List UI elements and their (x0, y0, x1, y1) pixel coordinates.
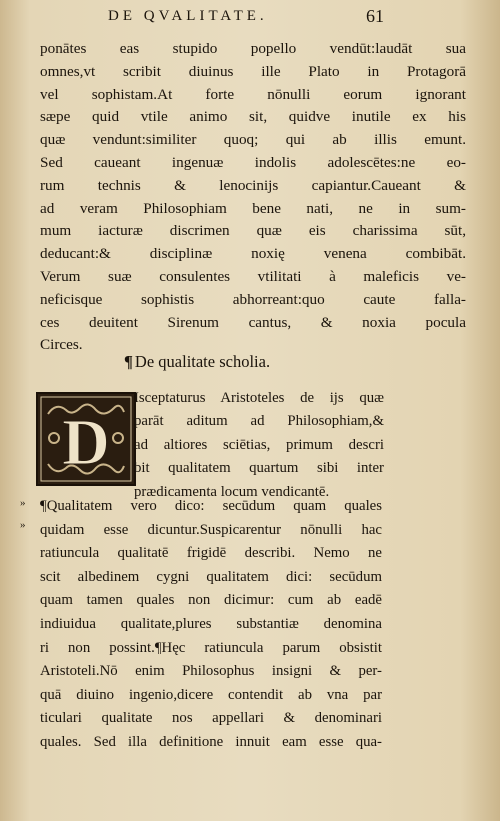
running-head: DE QVALITATE. (108, 8, 268, 24)
text-line: scit albedinem cygni qualitatem dici: secūdum (40, 568, 382, 585)
margin-quote-mark: » (20, 497, 26, 509)
text-line: Verum suæ consulentes vtilitati à maleficis ve- (40, 267, 466, 285)
initial-letter: D (62, 406, 110, 479)
text-line: ratiuncula qualitatē frigidē describi. Nemo ne (40, 545, 382, 562)
text-line: deducant:& disciplinæ noxię venena combibāt. (40, 245, 466, 263)
decorated-initial-d (36, 392, 136, 486)
text-line: ticulari qualitate nos appellari & denominari (40, 710, 382, 727)
text-line: omnes,vt scribit diuinus ille Plato in Protagorā (40, 62, 466, 80)
margin-quote-mark: » (20, 519, 26, 531)
paragraph-1 (40, 38, 466, 357)
text-line: quæ vendunt:similiter quoq; qui ab illis emunt. (40, 131, 466, 149)
text-line: rum technis & lenocinijs capiantur.Caueant & (40, 176, 466, 194)
section-heading (124, 352, 270, 372)
heading-text: De qualitate scholia. (134, 352, 271, 371)
text-line: ponātes eas stupido popello vendūt:laudāt sua (40, 40, 466, 57)
text-line: vel sophistam.At forte nōnulli eorum ignorant (40, 85, 466, 103)
text-line: ri non possint.¶Hęc ratiuncula parum obsistit (40, 639, 382, 656)
text-line: ces deuitent Sirenum cantus, & noxia pocula (40, 313, 466, 331)
paragraph-2-body (40, 495, 382, 755)
text-line: bit qualitatem quartum sibi inter (134, 460, 384, 477)
text-line: quam tamen quales non dicimur: cum ab eadē (40, 592, 382, 609)
text-line: prædicamenta locum vendicantē. (134, 483, 330, 500)
text-line: parāt aditum ad Philosophiam,& (134, 413, 384, 430)
page-number: 61 (366, 6, 384, 26)
text-line: indiuidua qualitate,plures substantiæ denomina (40, 615, 382, 632)
text-line: ¶Qualitatem vero dico: secūdum quam quales (40, 498, 382, 514)
text-line: mum iacturæ discrimen quæ eis charissima sūt, (40, 222, 466, 240)
paragraph-2-opening (134, 387, 384, 504)
text-line: quā diuino ingenio,dicere contendit ab vna par (40, 686, 382, 703)
text-line: sæpe quid vtile animo sit, quidve inutile ex his (40, 108, 466, 126)
text-line: Aristoteli.Nō enim Philosophus insigni & per- (40, 663, 382, 680)
text-line: Isceptaturus Aristoteles de ijs quæ (134, 390, 384, 406)
text-line: Circes. (40, 336, 83, 354)
text-line: Sed caueant ingenuæ indolis adolescētes:ne eo- (40, 153, 466, 171)
text-line: ad veram Philosophiam bene nati, ne in sum- (40, 199, 466, 217)
pilcrow-mark: ¶ (124, 352, 133, 371)
text-line: ad altiores sciētias, primum descri (134, 436, 384, 453)
page-header (0, 6, 500, 32)
text-line: quales. Sed illa definitione innuit eam esse qua- (40, 733, 382, 750)
text-line: quidam esse dicuntur.Suspicarentur nōnulli hac (40, 521, 382, 538)
text-line: neficisque sophistis abhorreant:quo caute falla- (40, 290, 466, 308)
ornament-icon (38, 394, 134, 484)
